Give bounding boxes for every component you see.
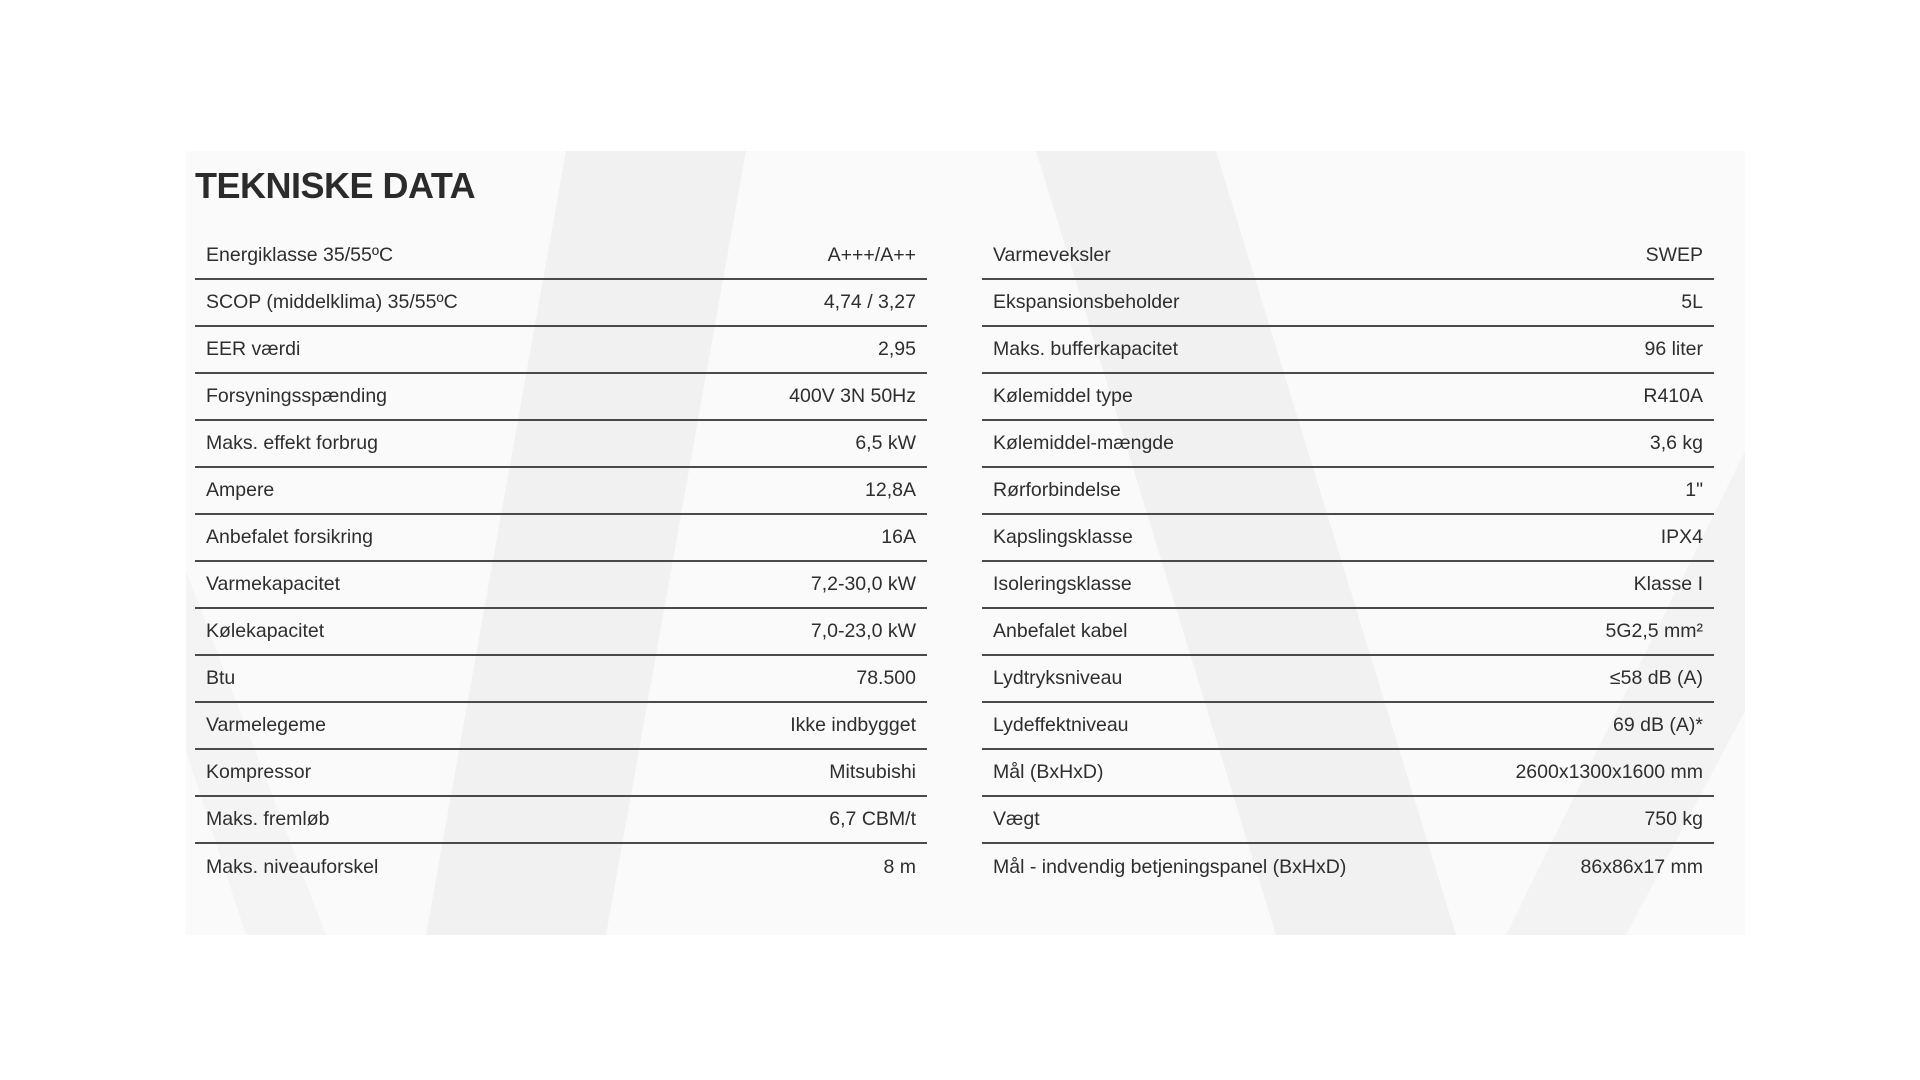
spec-row xyxy=(195,421,927,468)
spec-row xyxy=(195,374,927,421)
spec-row xyxy=(195,703,927,750)
spec-value: 69 dB (A)* xyxy=(1613,714,1703,736)
spec-row xyxy=(982,797,1714,844)
spec-row xyxy=(982,656,1714,703)
tech-data-panel xyxy=(186,151,1745,935)
spec-label: Mål (BxHxD) xyxy=(993,761,1104,783)
spec-value: 2600x1300x1600 mm xyxy=(1515,761,1703,783)
spec-label: EER værdi xyxy=(206,338,301,360)
spec-value: 96 liter xyxy=(1644,338,1703,360)
spec-row xyxy=(195,656,927,703)
spec-value: A+++/A++ xyxy=(827,244,916,266)
spec-label: Anbefalet kabel xyxy=(993,620,1128,642)
spec-row xyxy=(982,750,1714,797)
spec-value: 86x86x17 mm xyxy=(1580,856,1703,878)
spec-label: Varmelegeme xyxy=(206,714,326,736)
spec-value: 7,2-30,0 kW xyxy=(810,573,916,595)
spec-value: ≤58 dB (A) xyxy=(1609,667,1703,689)
spec-row xyxy=(195,468,927,515)
spec-label: Vægt xyxy=(993,808,1040,830)
spec-label: Energiklasse 35/55ºC xyxy=(206,244,394,266)
spec-label: Forsyningsspænding xyxy=(206,385,388,407)
spec-value: IPX4 xyxy=(1660,526,1703,548)
spec-value: 7,0-23,0 kW xyxy=(810,620,916,642)
spec-label: Anbefalet forsikring xyxy=(206,526,373,548)
spec-label: Maks. bufferkapacitet xyxy=(993,338,1178,360)
spec-label: Btu xyxy=(206,667,236,689)
spec-row xyxy=(982,280,1714,327)
spec-row xyxy=(195,844,927,891)
spec-value: Ikke indbygget xyxy=(790,714,916,736)
spec-row xyxy=(195,233,927,280)
spec-value: 400V 3N 50Hz xyxy=(789,385,916,407)
spec-label: Lydeffektniveau xyxy=(993,714,1129,736)
spec-row xyxy=(195,609,927,656)
spec-row xyxy=(982,421,1714,468)
spec-row xyxy=(982,515,1714,562)
spec-value: 2,95 xyxy=(878,338,916,360)
page-title: TEKNISKE DATA xyxy=(195,165,476,206)
spec-value: 16A xyxy=(881,526,916,548)
spec-value: SWEP xyxy=(1645,244,1703,266)
spec-row xyxy=(195,515,927,562)
spec-label: Ekspansionsbeholder xyxy=(993,291,1180,313)
spec-label: Maks. niveauforskel xyxy=(206,856,379,878)
spec-row xyxy=(195,750,927,797)
spec-value: 1" xyxy=(1685,479,1703,501)
spec-value: 12,8A xyxy=(865,479,916,501)
spec-value: 78.500 xyxy=(856,667,916,689)
spec-label: SCOP (middelklima) 35/55ºC xyxy=(206,291,458,313)
spec-label: Isoleringsklasse xyxy=(993,573,1132,595)
spec-value: 5G2,5 mm² xyxy=(1605,620,1703,642)
spec-row xyxy=(195,280,927,327)
spec-label: Varmeveksler xyxy=(993,244,1111,266)
spec-label: Maks. effekt forbrug xyxy=(206,432,378,454)
spec-row xyxy=(982,562,1714,609)
spec-row xyxy=(982,468,1714,515)
spec-value: Mitsubishi xyxy=(829,761,916,783)
spec-label: Kompressor xyxy=(206,761,312,783)
spec-row xyxy=(982,327,1714,374)
spec-row xyxy=(982,374,1714,421)
spec-label: Kapslingsklasse xyxy=(993,526,1133,548)
spec-row xyxy=(982,233,1714,280)
spec-row xyxy=(195,797,927,844)
spec-label: Lydtryksniveau xyxy=(993,667,1123,689)
spec-label: Kølekapacitet xyxy=(206,620,325,642)
spec-value: 750 kg xyxy=(1644,808,1703,830)
spec-label: Rørforbindelse xyxy=(993,479,1121,501)
spec-label: Varmekapacitet xyxy=(206,573,341,595)
spec-label: Kølemiddel type xyxy=(993,385,1133,407)
specs-left-column xyxy=(195,233,927,891)
spec-row xyxy=(195,327,927,374)
spec-row xyxy=(982,844,1714,891)
spec-row xyxy=(982,703,1714,750)
spec-label: Maks. fremløb xyxy=(206,808,330,830)
spec-row xyxy=(982,609,1714,656)
spec-value: 5L xyxy=(1681,291,1703,313)
spec-value: 6,5 kW xyxy=(855,432,916,454)
spec-value: 3,6 kg xyxy=(1649,432,1703,454)
spec-value: R410A xyxy=(1643,385,1703,407)
spec-value: 4,74 / 3,27 xyxy=(823,291,916,313)
spec-label: Kølemiddel-mængde xyxy=(993,432,1174,454)
spec-value: Klasse I xyxy=(1633,573,1703,595)
spec-label: Ampere xyxy=(206,479,275,501)
specs-right-column xyxy=(982,233,1714,891)
spec-label: Mål - indvendig betjeningspanel (BxHxD) xyxy=(993,856,1347,878)
spec-value: 6,7 CBM/t xyxy=(829,808,916,830)
spec-row xyxy=(195,562,927,609)
spec-value: 8 m xyxy=(883,856,916,878)
